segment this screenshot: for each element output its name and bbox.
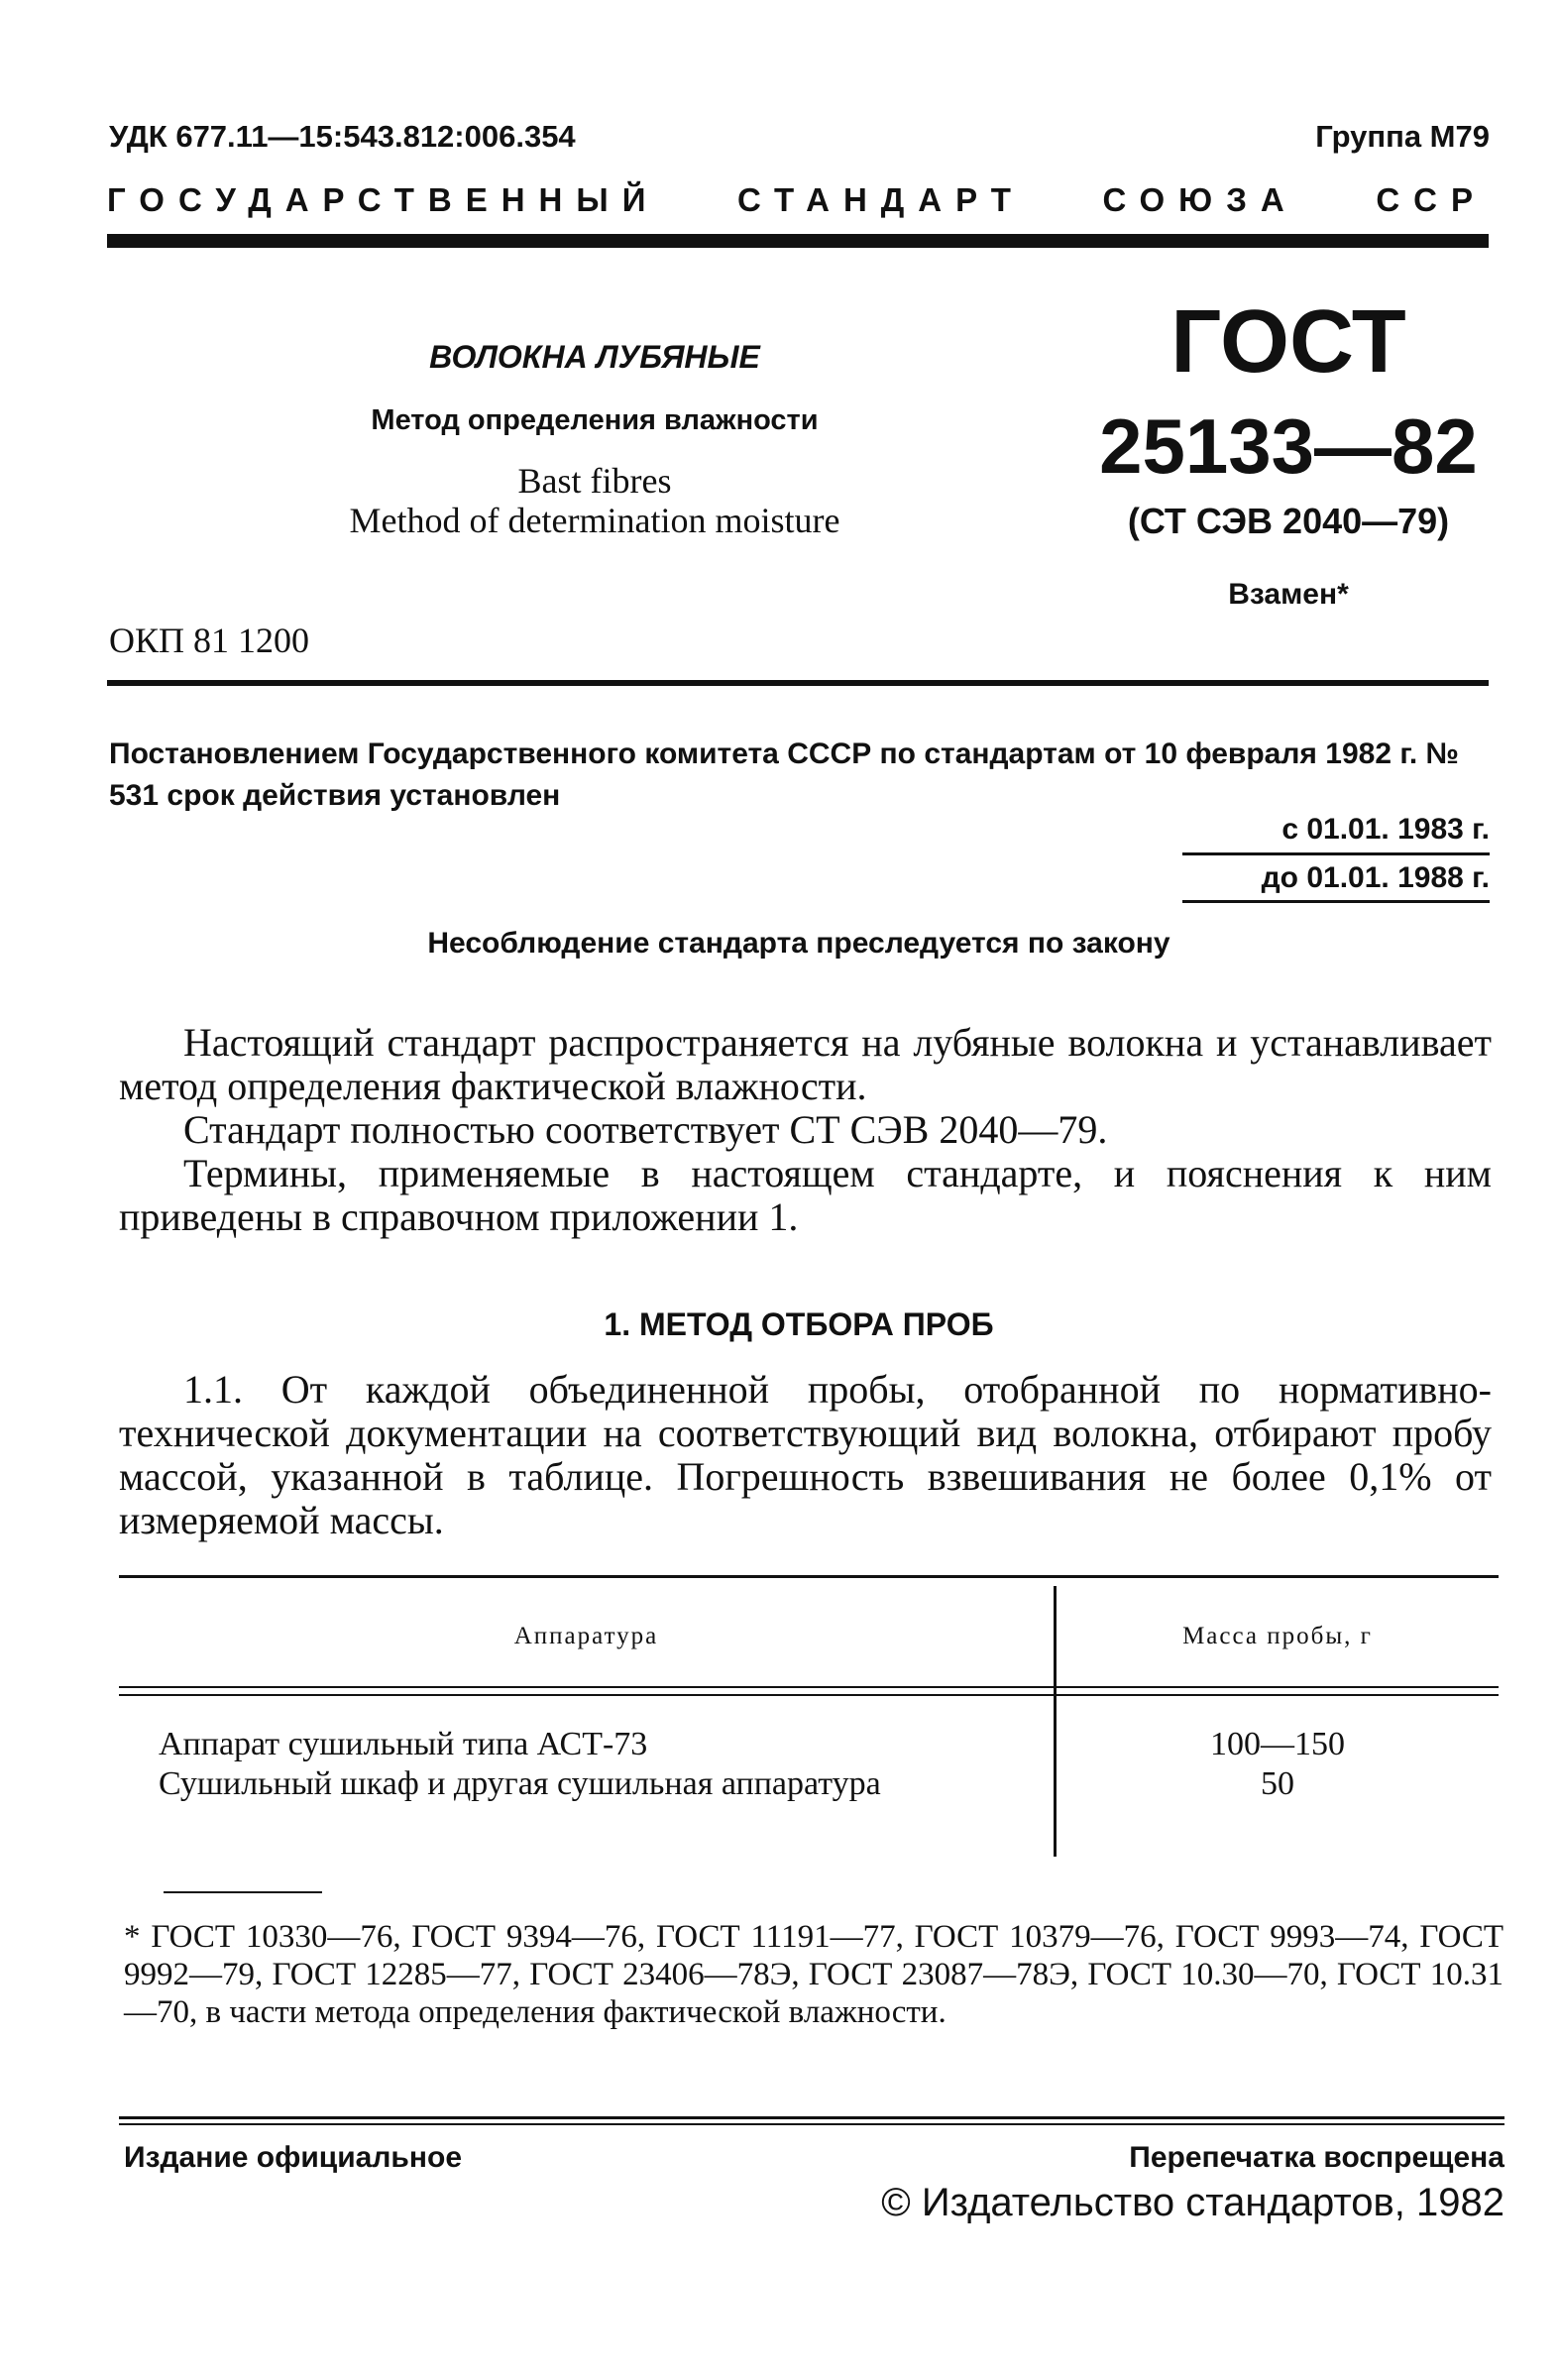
table-header-mass: Масса пробы, г xyxy=(1182,1623,1373,1649)
english-title-line2: Method of determination moisture xyxy=(349,501,840,540)
table-header-rule-double xyxy=(119,1694,1499,1696)
table-top-rule xyxy=(119,1575,1499,1578)
udk-code: УДК 677.11—15:543.812:006.354 xyxy=(109,119,576,154)
publisher-copyright: © Издательство стандартов, 1982 xyxy=(881,2181,1504,2224)
okp-code: ОКП 81 1200 xyxy=(109,621,310,660)
state-standard-banner: ГОСУДАРСТВЕННЫЙ СТАНДАРТ СОЮЗА ССР xyxy=(107,181,1487,218)
footnote-rule xyxy=(164,1891,322,1893)
title-divider xyxy=(107,680,1489,686)
table-row-2-apparatus: Сушильный шкаф и другая сушильная аппаратура xyxy=(159,1765,881,1802)
st-sev-reference: (СТ СЭВ 2040—79) xyxy=(1127,501,1450,541)
table-row-1-mass: 100—150 xyxy=(1210,1726,1345,1762)
footer-rule-double xyxy=(119,2123,1504,2125)
table-row-2-mass: 50 xyxy=(1261,1765,1294,1802)
gost-number: 25133—82 xyxy=(1099,402,1478,490)
section-heading: 1. МЕТОД ОТБОРА ПРОБ xyxy=(604,1306,994,1342)
legal-notice: Несоблюдение стандарта преследуется по закону xyxy=(427,927,1170,960)
reprint-notice: Перепечатка воспрещена xyxy=(1129,2141,1504,2174)
validity-underline xyxy=(1182,900,1490,903)
replaces-label: Взамен* xyxy=(1228,578,1349,611)
table-header-apparatus: Аппаратура xyxy=(513,1623,659,1649)
gost-label: ГОСТ xyxy=(1170,292,1406,392)
decree-text: Постановлением Государственного комитета СССР по стандартам от 10 февраля 1982 г. № 531 срок действия установлен xyxy=(109,737,1459,812)
group-code: Группа М79 xyxy=(1315,119,1490,154)
header-divider xyxy=(107,234,1489,248)
validity-to: до 01.01. 1988 г. xyxy=(1261,861,1490,894)
footnote: * ГОСТ 10330—76, ГОСТ 9394—76, ГОСТ 11191—77, ГОСТ 10379—76, ГОСТ 9993—74, ГОСТ 9992—79, ГОСТ 12285—77, ГОСТ 23406—78Э, ГОСТ 23087—78Э, ГОСТ 10.30—70, ГОСТ 10.31—70, в части метода определения фактической влажности. xyxy=(124,1919,1503,2030)
clause-1-1: 1.1. От каждой объединенной пробы, отобранной по нормативно-технической документации на соответствующий вид волокна, отбирают пробу массой, указанной в таблице. Погрешность взвешивания не более 0,1% от измеряемой массы. xyxy=(119,1367,1492,1542)
table-row-1-apparatus: Аппарат сушильный типа АСТ-73 xyxy=(159,1726,648,1762)
edition-label: Издание официальное xyxy=(124,2141,463,2174)
intro-paragraph-3: Термины, применяемые в настоящем стандарте, и пояснения к ним приведены в справочном приложении 1. xyxy=(119,1151,1492,1239)
table-header-rule xyxy=(119,1686,1499,1688)
validity-divider xyxy=(1182,852,1490,855)
document-subtitle: Метод определения влажности xyxy=(371,404,819,436)
validity-from: с 01.01. 1983 г. xyxy=(1281,813,1490,846)
english-title xyxy=(268,461,922,540)
footer-rule xyxy=(119,2116,1504,2119)
intro-paragraph-2: Стандарт полностью соответствует СТ СЭВ 2040—79. xyxy=(183,1107,1108,1152)
intro-paragraph-1: Настоящий стандарт распространяется на лубяные волокна и устанавливает метод определения фактической влажности. xyxy=(119,1020,1492,1108)
document-title: ВОЛОКНА ЛУБЯНЫЕ xyxy=(429,339,760,375)
english-title-line1: Bast fibres xyxy=(517,461,672,501)
